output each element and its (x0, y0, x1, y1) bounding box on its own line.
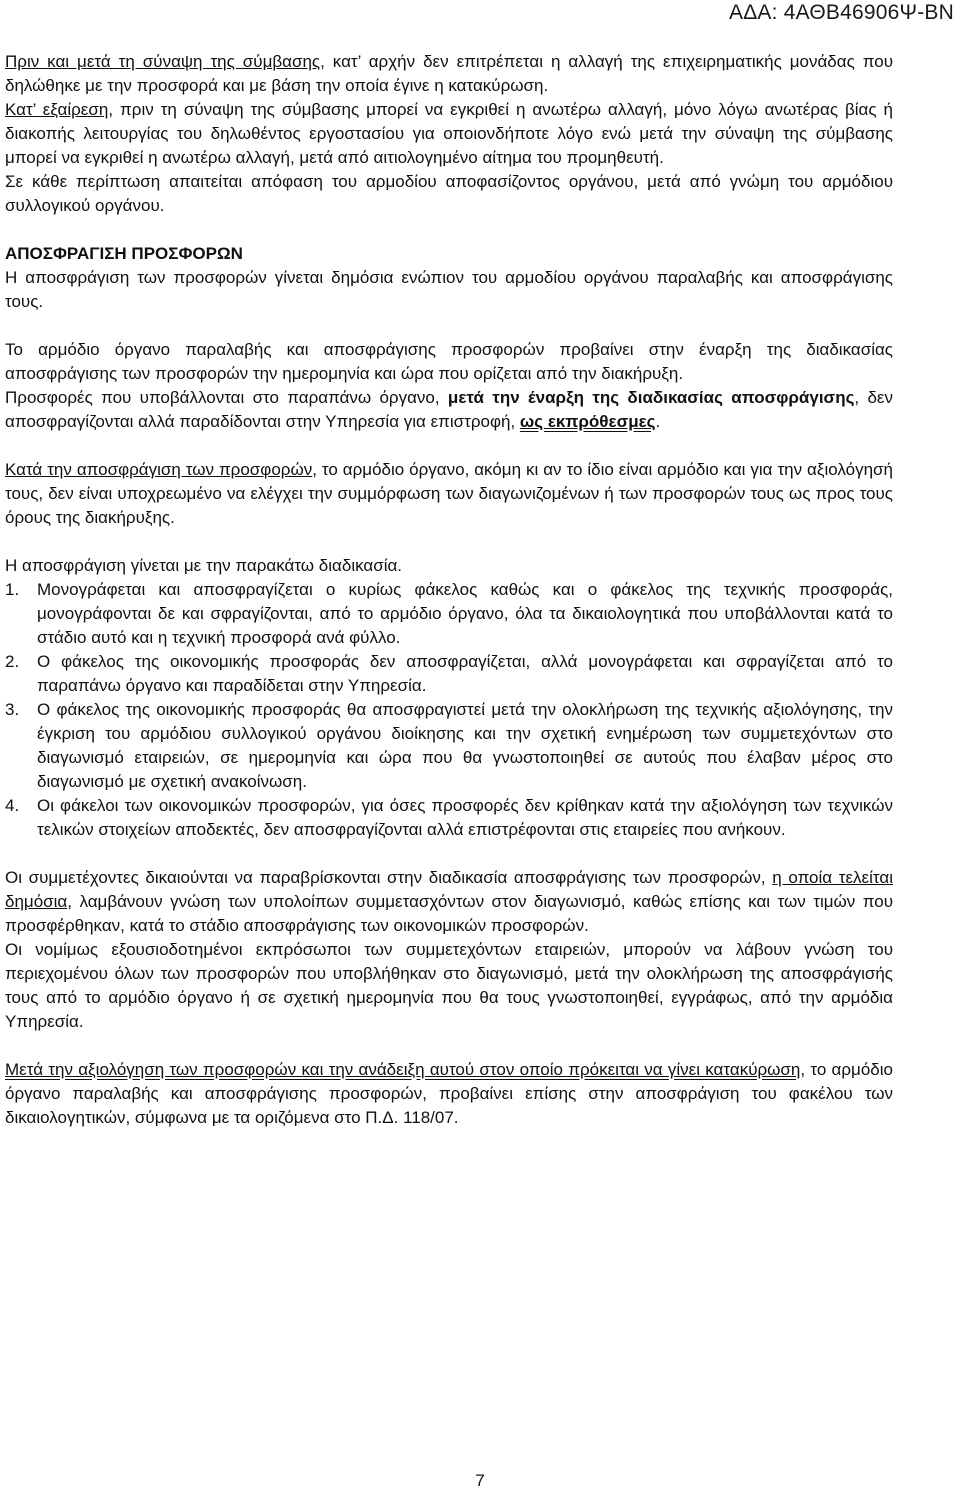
list-item-text: Οι φάκελοι των οικονομικών προσφορών, για όσες προσφορές δεν κρίθηκαν κατά την αξιολόγηση των τεχνικών τελικών στοιχείων αποδεκτές, δεν αποσφραγίζονται αλλά επιστρέφονται στις εταιρείες που ανήκουν. (37, 796, 893, 839)
list-item-text: Ο φάκελος της οικονομικής προσφοράς θα αποσφραγιστεί μετά την ολοκλήρωση της τεχνικής αξιολόγησης, την έγκριση του αρμόδιου συλλογικού οργάνου διοίκησης και την σχετική ενημέρωση των συμμετεχόντων στο διαγωνισμό εταιρειών, σε ημερομηνία και ώρα που θα γνωστοποιηθεί σε αυτούς που έλαβαν μέρος στο διαγωνισμό με σχετική ανακοίνωση. (37, 700, 893, 791)
paragraph-text: Οι συμμετέχοντες δικαιούνται να παραβρίσκονται στην διαδικασία αποσφράγισης των προσφορών, (5, 868, 773, 887)
paragraph-documents-opening (5, 1058, 893, 1130)
paragraph-text: , πριν τη σύναψη της σύμβασης μπορεί να εγκριθεί η ανωτέρω αλλαγή, μόνο λόγω ανωτέρας βίας ή διακοπής λειτουργίας του δηλωθέντος εργοστασίου για οποιονδήποτε λόγο ενώ μετά την σύναψη της σύμβασης μπορεί να εγκριθεί η ανωτέρω αλλαγή, μετά από αιτιολογημένο αίτημα του προμηθευτή. (5, 100, 893, 167)
page-number: 7 (475, 1471, 485, 1490)
list-item-text: Μονογράφεται και αποσφραγίζεται ο κυρίως φάκελος καθώς και ο φάκελος της τεχνικής προσφοράς, μονογράφονται δε και σφραγίζονται, από το αρμόδιο όργανο, όλα τα δικαιολογητικά που υποβάλλονται κατά το στάδιο αυτό και η τεχνική προσφορά ανά φύλλο. (37, 580, 893, 647)
paragraph-late-offers (5, 386, 893, 434)
paragraph-public-opening: Η αποσφράγιση των προσφορών γίνεται δημόσια ενώπιον του αρμοδίου οργάνου παραλαβής και αποσφράγισης τους. (5, 268, 893, 311)
list-item-text: Ο φάκελος της οικονομικής προσφοράς δεν αποσφραγίζεται, αλλά μονογράφεται και σφραγίζεται από το παραπάνω όργανο και παραδίδεται στην Υπηρεσία. (37, 652, 893, 695)
paragraph-unit-change (5, 50, 893, 98)
underlined-phrase: Κατ’ εξαίρεση (5, 100, 109, 119)
list-item-number: 1. (5, 580, 20, 599)
list-item (5, 698, 893, 794)
list-item-number: 2. (5, 652, 20, 671)
list-item (5, 794, 893, 842)
ada-code: ΑΔΑ: 4ΑΘΒ46906Ψ-ΒΝ (728, 1, 954, 24)
paragraph-text: . (655, 412, 661, 431)
list-item (5, 578, 893, 650)
paragraph-decision: Σε κάθε περίπτωση απαιτείται απόφαση του αρμοδίου αποφασίζοντος οργάνου, μετά από γνώμη του αρμόδιου συλλογικού οργάνου. (5, 172, 893, 215)
list-item (5, 650, 893, 698)
paragraph-exception (5, 98, 893, 170)
paragraph-procedure-intro: Η αποσφράγιση γίνεται με την παρακάτω διαδικασία. (5, 556, 403, 575)
procedure-list (5, 578, 893, 842)
paragraph-opening-start: Το αρμόδιο όργανο παραλαβής και αποσφράγισης προσφορών προβαίνει στην έναρξη της διαδικασίας αποσφράγισης των προσφορών την ημερομηνία και ώρα που ορίζεται από την διακήρυξη. (5, 340, 893, 383)
list-item-number: 4. (5, 796, 20, 815)
paragraph-text: , το αρμόδιο όργανο, ακόμη κι αν το ίδιο είναι αρμόδιο και για την αξιολόγησή τους, δεν είναι υποχρεωμένο να ελέγχει την συμμόρφωση των διαγωνιζομένων ή των προσφορών τους ως προς τους όρους της διακήρυξης. (5, 460, 893, 527)
underlined-phrase: η οποία τελείται δημόσια (5, 868, 893, 911)
paragraph-text: , λαμβάνουν γνώση των υπολοίπων συμμετασχόντων στον διαγωνισμό, καθώς επίσης και των τιμών που προσφέρθηκαν, κατά το στάδιο αποσφράγισης των οικονομικών προσφορών. (5, 892, 893, 935)
underlined-phrase: Κατά την αποσφράγιση των προσφορών (5, 460, 313, 479)
underlined-phrase: Πριν και μετά τη σύναψη της σύμβασης (5, 52, 321, 71)
list-item-number: 3. (5, 700, 20, 719)
paragraph-text: , δεν αποσφραγίζονται αλλά παραδίδονται στην Υπηρεσία για επιστροφή, (5, 388, 893, 431)
paragraph-representatives: Οι νομίμως εξουσιοδοτημένοι εκπρόσωποι των συμμετεχόντων εταιρειών, μπορούν να λάβουν γνώση του περιεχομένου όλων των προσφορών που υποβλήθηκαν στο διαγωνισμό, μετά την ολοκλήρωση της αποσφράγισής τους από το αρμόδιο όργανο ή σε σχετική ημερομηνία που θα τους γνωστοποιηθεί, εγγράφως, από την αρμόδια Υπηρεσία. (5, 940, 893, 1031)
bold-double-underlined-phrase: ως εκπρόθεσμες (519, 412, 656, 431)
document-body (5, 50, 893, 1130)
paragraph-text: , το αρμόδιο όργανο παραλαβής και αποσφράγισης προσφορών, προβαίνει επίσης στην αποσφράγιση του φακέλου των δικαιολογητικών, σύμφωνα με τα οριζόμενα στο Π.Δ. 118/07. (5, 1060, 893, 1127)
bold-phrase: μετά την έναρξη της διαδικασίας αποσφράγισης (447, 388, 855, 407)
paragraph-participants (5, 866, 893, 938)
paragraph-text: , κατ’ αρχήν δεν επιτρέπεται η αλλαγή της επιχειρηματικής μονάδας που δηλώθηκε με την προσφορά και με βάση την οποία έγινε η κατακύρωση. (5, 52, 893, 95)
double-underlined-phrase: Μετά την αξιολόγηση των προσφορών και την ανάδειξη αυτού στον οποίο πρόκειται να γίνει κατακύρωση (5, 1060, 801, 1079)
section-heading: ΑΠΟΣΦΡΑΓΙΣΗ ΠΡΟΣΦΟΡΩΝ (5, 244, 243, 263)
paragraph-compliance (5, 458, 893, 530)
paragraph-text: Προσφορές που υποβάλλονται στο παραπάνω όργανο, (5, 388, 448, 407)
